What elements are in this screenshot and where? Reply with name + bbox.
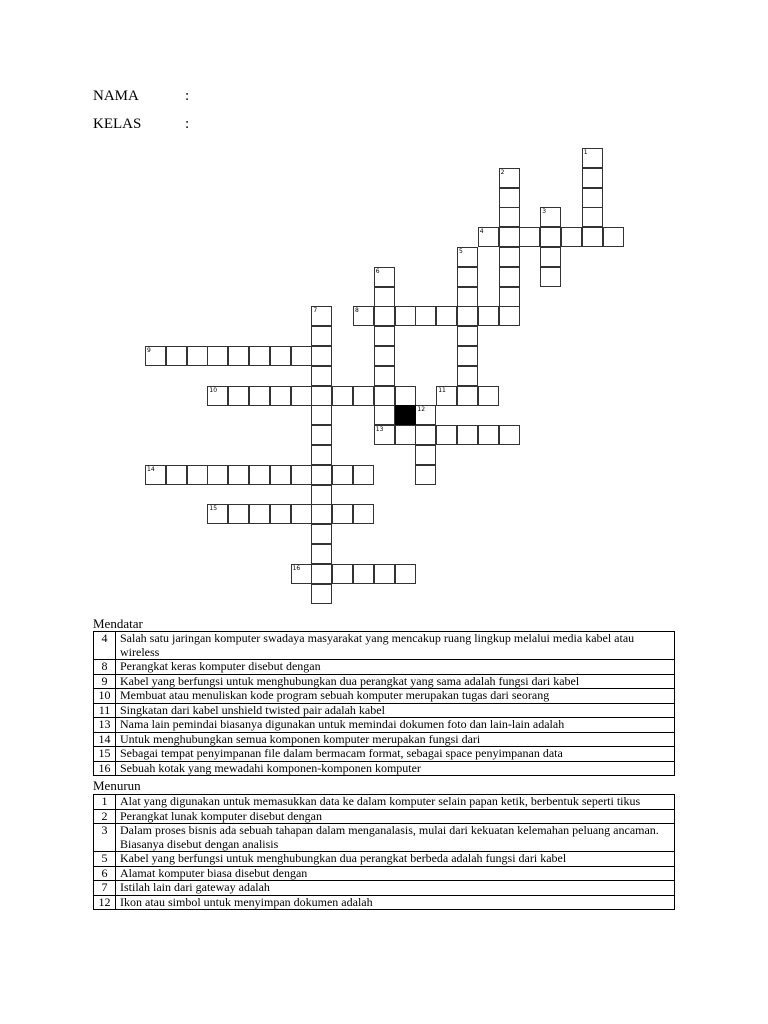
clue-text: Kabel yang berfungsi untuk menghubungkan dua perangkat yang sama adalah fungsi dari kabel: [116, 674, 675, 689]
crossword-cell[interactable]: [291, 386, 312, 406]
clue-text: Dalam proses bisnis ada sebuah tahapan dalam menganalasis, mulai dari kekuatan kelemahan peluang ancaman. Biasanya disebut dengan analisis: [116, 824, 675, 852]
clue-text: Alamat komputer biasa disebut dengan: [116, 866, 675, 881]
kelas-label: KELAS: [93, 116, 142, 132]
nama-label: NAMA: [93, 88, 139, 104]
crossword-cell[interactable]: [353, 465, 374, 485]
clue-row: [94, 747, 675, 762]
crossword-cell[interactable]: [270, 465, 291, 485]
crossword-cell[interactable]: [499, 267, 520, 287]
crossword-cell[interactable]: [436, 306, 457, 326]
clue-number: 10: [94, 689, 116, 704]
crossword-cell[interactable]: [457, 346, 478, 366]
crossword-cell[interactable]: [499, 306, 520, 326]
crossword-cell[interactable]: [374, 306, 395, 326]
clue-number: 14: [94, 732, 116, 747]
crossword-cell[interactable]: [582, 207, 603, 227]
clue-number: 9: [94, 674, 116, 689]
crossword-cell[interactable]: [395, 386, 416, 406]
crossword-cell[interactable]: [540, 227, 561, 247]
clue-number-label: 13: [375, 426, 384, 434]
crossword-cell[interactable]: [249, 346, 270, 366]
crossword-cell[interactable]: [374, 405, 395, 425]
crossword-cell[interactable]: [478, 306, 499, 326]
clue-text: Ikon atau simbol untuk menyimpan dokumen adalah: [116, 895, 675, 910]
crossword-cell[interactable]: [374, 386, 395, 406]
crossword-cell[interactable]: [457, 326, 478, 346]
crossword-cell[interactable]: [457, 306, 478, 326]
crossword-cell[interactable]: [582, 168, 603, 188]
clue-row: [94, 732, 675, 747]
clue-text: Sebuah kotak yang mewadahi komponen-komponen komputer: [116, 761, 675, 776]
crossword-cell[interactable]: [228, 386, 249, 406]
clue-row: [94, 718, 675, 733]
clue-text: Untuk menghubungkan semua komponen komputer merupakan fungsi dari: [116, 732, 675, 747]
crossword-cell[interactable]: [249, 386, 270, 406]
clue-number-label: 10: [209, 386, 218, 394]
crossword-cell[interactable]: [332, 504, 353, 524]
mendatar-clue-table: [93, 631, 675, 776]
crossword-cell[interactable]: [353, 504, 374, 524]
crossword-cell[interactable]: [291, 346, 312, 366]
crossword-cell[interactable]: [457, 386, 478, 406]
crossword-cell[interactable]: [540, 267, 561, 287]
crossword-cell[interactable]: [415, 425, 436, 445]
crossword-cell[interactable]: [395, 564, 416, 584]
crossword-cell[interactable]: [291, 504, 312, 524]
crossword-cell[interactable]: [291, 465, 312, 485]
crossword-cell[interactable]: [311, 584, 332, 604]
clue-row: [94, 689, 675, 704]
crossword-cell[interactable]: [270, 386, 291, 406]
clue-text: Nama lain pemindai biasanya digunakan untuk memindai dokumen foto dan lain-lain adalah: [116, 718, 675, 733]
clue-row: [94, 632, 675, 660]
crossword-cell[interactable]: [603, 227, 624, 247]
clue-text: Singkatan dari kabel unshield twisted pair adalah kabel: [116, 703, 675, 718]
clue-row: [94, 852, 675, 867]
nama-colon: :: [185, 88, 190, 104]
crossword-cell[interactable]: [311, 326, 332, 346]
crossword-cell[interactable]: [374, 287, 395, 307]
clue-number-label: 11: [438, 386, 446, 394]
clue-number: 2: [94, 809, 116, 824]
clue-text: Sebagai tempat penyimpanan file dalam bermacam format, sebagai space penyimpanan data: [116, 747, 675, 762]
crossword-cell[interactable]: [395, 425, 416, 445]
clue-text: Kabel yang berfungsi untuk menghubungkan dua perangkat berbeda adalah fungsi dari kabel: [116, 852, 675, 867]
crossword-cell[interactable]: [478, 386, 499, 406]
clue-number-label: 15: [209, 505, 218, 513]
clue-number: 6: [94, 866, 116, 881]
crossword-cell[interactable]: [311, 465, 332, 485]
clue-number-label: 14: [147, 465, 155, 473]
crossword-cell[interactable]: [311, 366, 332, 386]
clue-row: [94, 866, 675, 881]
crossword-cell[interactable]: [540, 247, 561, 267]
crossword-cell[interactable]: [207, 346, 228, 366]
menurun-clue-table: [93, 794, 675, 910]
crossword-cell[interactable]: [187, 465, 208, 485]
clue-text: Salah satu jaringan komputer swadaya masyarakat yang mencakup ruang lingkup melalui media kabel atau wireless: [116, 632, 675, 660]
menurun-title: Menurun: [93, 778, 141, 793]
crossword-cell[interactable]: [457, 267, 478, 287]
clue-row: [94, 895, 675, 910]
crossword-cell[interactable]: [499, 425, 520, 445]
crossword-cell[interactable]: [228, 504, 249, 524]
clue-number: 4: [94, 632, 116, 660]
clue-number-label: 1: [583, 149, 588, 156]
clue-number: 13: [94, 718, 116, 733]
crossword-cell[interactable]: [561, 227, 582, 247]
crossword-cell[interactable]: [311, 564, 332, 584]
clue-number: 15: [94, 747, 116, 762]
crossword-cell[interactable]: [187, 346, 208, 366]
crossword-cell[interactable]: [395, 306, 416, 326]
clue-number-label: 9: [147, 347, 151, 354]
clue-text: Membuat atau menuliskan kode program sebuah komputer merupakan tugas dari seorang: [116, 689, 675, 704]
crossword-cell[interactable]: [374, 326, 395, 346]
crossword-cell[interactable]: [311, 425, 332, 445]
clue-number-label: 6: [375, 267, 380, 275]
clue-row: [94, 795, 675, 810]
clue-number: 16: [94, 761, 116, 776]
clue-number: 5: [94, 852, 116, 867]
clue-number: 12: [94, 895, 116, 910]
crossword-black-cell[interactable]: [395, 405, 416, 425]
crossword-cell[interactable]: [311, 504, 332, 524]
crossword-cell[interactable]: [457, 366, 478, 386]
clue-row: [94, 881, 675, 896]
clue-number-label: 16: [292, 564, 301, 572]
crossword-cell[interactable]: [311, 445, 332, 465]
clue-number: 8: [94, 660, 116, 675]
clue-row: [94, 674, 675, 689]
crossword-cell[interactable]: [228, 346, 249, 366]
crossword-cell[interactable]: [499, 287, 520, 307]
crossword-cell[interactable]: [311, 544, 332, 564]
clue-row: [94, 824, 675, 852]
clue-row: [94, 703, 675, 718]
clue-text: Perangkat lunak komputer disebut dengan: [116, 809, 675, 824]
crossword-cell[interactable]: [166, 465, 187, 485]
crossword-cell[interactable]: [353, 564, 374, 584]
crossword-cell[interactable]: [166, 346, 187, 366]
crossword-cell[interactable]: [207, 465, 228, 485]
crossword-cell[interactable]: [311, 485, 332, 505]
clue-row: [94, 809, 675, 824]
crossword-cell[interactable]: [457, 425, 478, 445]
crossword-cell[interactable]: [457, 287, 478, 307]
crossword-cell[interactable]: [499, 227, 520, 247]
crossword-cell[interactable]: [436, 425, 457, 445]
clue-number-label: 2: [500, 168, 505, 176]
crossword-cell[interactable]: [270, 346, 291, 366]
crossword-cell[interactable]: [478, 425, 499, 445]
clue-text: Perangkat keras komputer disebut dengan: [116, 660, 675, 675]
clue-number-label: 3: [542, 208, 547, 216]
crossword-cell[interactable]: [415, 445, 436, 465]
clue-number: 1: [94, 795, 116, 810]
crossword-cell[interactable]: [353, 386, 374, 406]
crossword-cell[interactable]: [249, 504, 270, 524]
crossword-cell[interactable]: [374, 564, 395, 584]
clue-row: [94, 761, 675, 776]
crossword-cell[interactable]: [519, 227, 540, 247]
clue-number-label: 4: [479, 228, 484, 236]
clue-number-label: 7: [313, 307, 318, 315]
crossword-cell[interactable]: [311, 524, 332, 544]
clue-text: Istilah lain dari gateway adalah: [116, 881, 675, 896]
crossword-cell[interactable]: [228, 465, 249, 485]
crossword-cell[interactable]: [582, 227, 603, 247]
crossword-cell[interactable]: [415, 465, 436, 485]
crossword-cell[interactable]: [374, 366, 395, 386]
crossword-cell[interactable]: [311, 405, 332, 425]
crossword-cell[interactable]: [374, 346, 395, 366]
kelas-colon: :: [185, 116, 190, 132]
crossword-cell[interactable]: [249, 465, 270, 485]
clue-row: [94, 660, 675, 675]
crossword-cell[interactable]: [499, 247, 520, 267]
crossword-cell[interactable]: [332, 386, 353, 406]
crossword-cell[interactable]: [582, 188, 603, 208]
clue-number-label: 8: [355, 307, 359, 315]
crossword-cell[interactable]: [499, 188, 520, 208]
clue-number-label: 12: [417, 406, 426, 414]
clue-number: 7: [94, 881, 116, 896]
crossword-cell[interactable]: [311, 346, 332, 366]
mendatar-title: Mendatar: [93, 616, 143, 631]
crossword-cell[interactable]: [332, 564, 353, 584]
crossword-cell[interactable]: [499, 207, 520, 227]
clue-text: Alat yang digunakan untuk memasukkan data ke dalam komputer selain papan ketik, berbentuk seperti tikus: [116, 795, 675, 810]
clue-number-label: 5: [459, 248, 463, 255]
crossword-cell[interactable]: [311, 386, 332, 406]
crossword-cell[interactable]: [332, 465, 353, 485]
clue-number: 11: [94, 703, 116, 718]
clue-number: 3: [94, 824, 116, 852]
crossword-cell[interactable]: [270, 504, 291, 524]
crossword-cell[interactable]: [415, 306, 436, 326]
